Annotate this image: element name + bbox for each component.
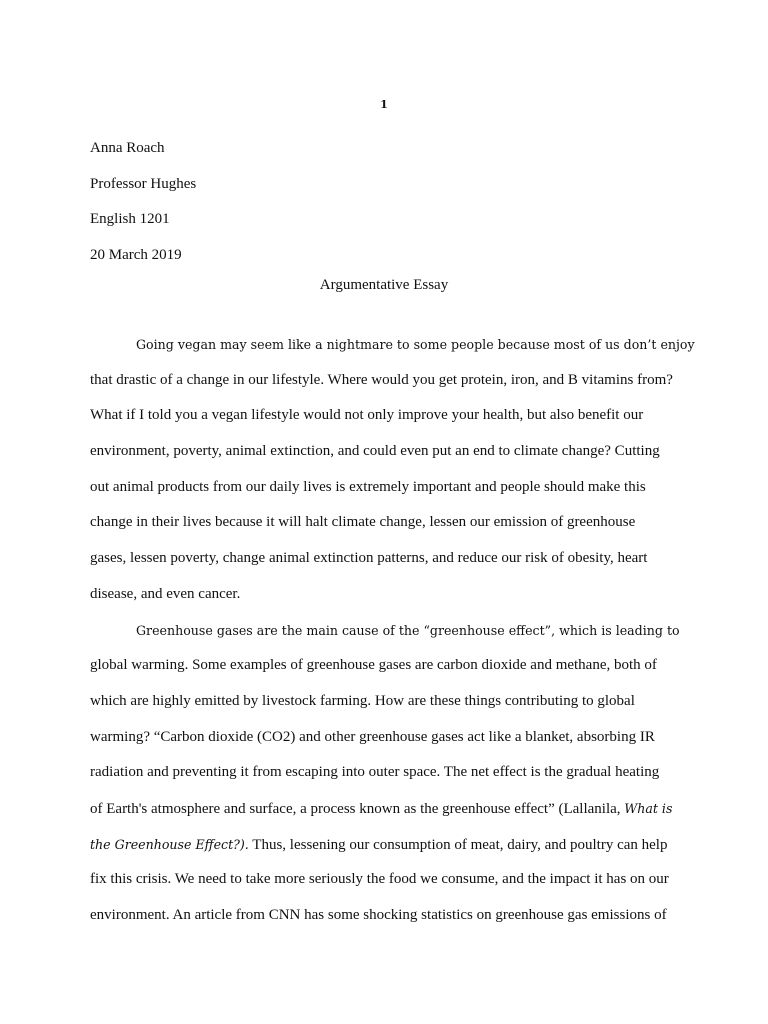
paragraph-line: disease, and even cancer.: [90, 585, 241, 602]
mla-heading: [90, 131, 196, 274]
paragraph-line: fix this crisis. We need to take more seriously the food we consume, and the impact it has on our: [90, 871, 669, 888]
author-name: Anna Roach: [90, 140, 165, 156]
paragraph-line: Going vegan may seem like a nightmare to some people because most of us don’t enjoy: [136, 337, 695, 352]
paragraph-line: warming? “Carbon dioxide (CO2) and other greenhouse gases act like a blanket, absorbing IR: [90, 728, 655, 745]
essay-title: Argumentative Essay: [319, 277, 449, 293]
citation-title: What is: [624, 800, 673, 816]
line-text: Thus, lessening our consumption of meat, dairy, and poultry can help: [248, 836, 668, 853]
paragraph-line: global warming. Some examples of greenhouse gases are carbon dioxide and methane, both of: [90, 657, 657, 674]
paragraph-line: What if I told you a vegan lifestyle would not only improve your health, but also benefit our: [90, 407, 644, 424]
page-number: 1: [380, 98, 388, 111]
essay-date: 20 March 2019: [90, 247, 182, 264]
paragraph-line: change in their lives because it will halt climate change, lessen our emission of greenhouse: [90, 514, 636, 531]
paragraph-line: environment. An article from CNN has some shocking statistics on greenhouse gas emissions of: [90, 907, 667, 923]
citation-title: the Greenhouse Effect?).: [90, 836, 249, 852]
paragraph-line: that drastic of a change in our lifestyle. Where would you get protein, iron, and B vitamins from?: [90, 371, 673, 388]
paragraph-line: environment, poverty, animal extinction, and could even put an end to climate change? Cutting: [90, 443, 660, 460]
instructor-name: Professor Hughes: [90, 175, 197, 192]
paragraph-1: [90, 327, 695, 613]
paragraph-line: out animal products from our daily lives is extremely important and people should make this: [90, 478, 646, 495]
paragraph-line: [90, 791, 680, 827]
course-name: English 1201: [90, 211, 170, 228]
paragraph-line: which are highly emitted by livestock farming. How are these things contributing to global: [90, 692, 635, 709]
paragraph-line: [90, 827, 680, 863]
paragraph-line: radiation and preventing it from escaping into outer space. The net effect is the gradual heating: [90, 764, 660, 781]
paragraph-line: gases, lessen poverty, change animal extinction patterns, and reduce our risk of obesity, heart: [90, 550, 648, 567]
paragraph-line: Greenhouse gases are the main cause of the “greenhouse effect”, which is leading to: [136, 622, 680, 638]
line-text: of Earth's atmosphere and surface, a process known as the greenhouse effect” (Lallanila,: [90, 800, 625, 817]
paragraph-2: [90, 613, 680, 934]
essay-body: [90, 327, 695, 934]
